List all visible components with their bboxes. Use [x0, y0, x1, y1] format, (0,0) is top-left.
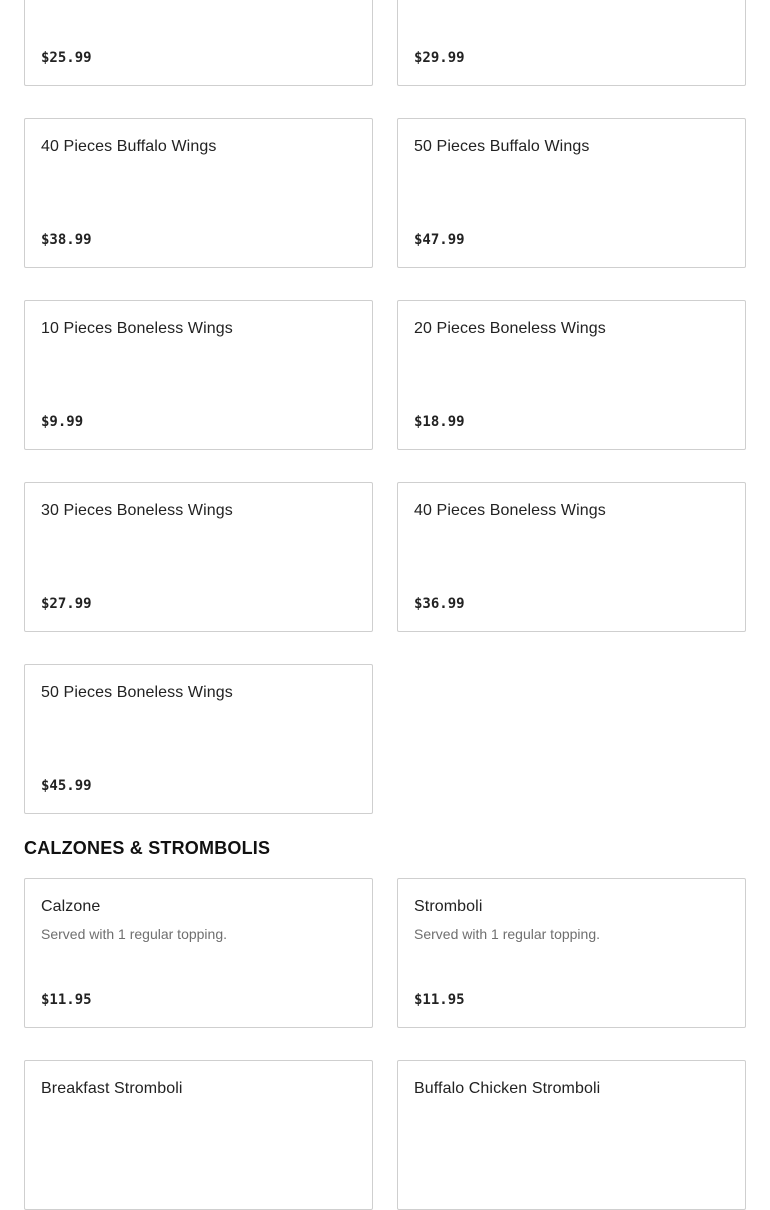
menu-item-price: $36.99 — [414, 596, 465, 612]
menu-item-card[interactable] — [397, 878, 746, 1028]
menu-item-price: $38.99 — [41, 232, 92, 248]
menu-item-name: Stromboli — [414, 898, 483, 915]
menu-item-price: $47.99 — [414, 232, 465, 248]
menu-item-name: Buffalo Chicken Stromboli — [414, 1080, 601, 1097]
menu-item-card[interactable] — [24, 664, 373, 814]
menu-item-price: $45.99 — [41, 778, 92, 794]
menu-item-price: $11.95 — [414, 992, 465, 1008]
menu-item-price: $27.99 — [41, 596, 92, 612]
menu-item-price: $9.99 — [41, 414, 84, 430]
menu-item-card[interactable] — [397, 118, 746, 268]
menu-item-name: 40 Pieces Boneless Wings — [414, 502, 606, 519]
menu-item-price: $29.99 — [414, 50, 465, 66]
menu-item-description: Served with 1 regular topping. — [41, 926, 227, 942]
menu-item-name: 50 Pieces Boneless Wings — [41, 684, 233, 701]
menu-item-card[interactable] — [397, 300, 746, 450]
menu-item-card[interactable] — [24, 0, 373, 86]
menu-item-name: 10 Pieces Boneless Wings — [41, 320, 233, 337]
menu-item-name: 50 Pieces Buffalo Wings — [414, 138, 590, 155]
menu-item-name: 40 Pieces Buffalo Wings — [41, 138, 217, 155]
menu-item-name: 20 Pieces Boneless Wings — [414, 320, 606, 337]
menu-item-card[interactable] — [24, 482, 373, 632]
menu-item-card[interactable] — [24, 300, 373, 450]
menu-item-name: 30 Pieces Boneless Wings — [41, 502, 233, 519]
menu-item-description: Served with 1 regular topping. — [414, 926, 600, 942]
menu-item-card[interactable] — [24, 118, 373, 268]
menu-item-card[interactable] — [24, 1060, 373, 1210]
menu-item-name: Breakfast Stromboli — [41, 1080, 183, 1097]
menu-item-card[interactable] — [24, 878, 373, 1028]
menu-item-price: $18.99 — [414, 414, 465, 430]
menu-item-name: Calzone — [41, 898, 101, 915]
menu-item-price: $25.99 — [41, 50, 92, 66]
menu-item-card[interactable] — [397, 0, 746, 86]
menu-item-card[interactable] — [397, 482, 746, 632]
section-title: CALZONES & STROMBOLIS — [24, 838, 271, 858]
menu-item-card[interactable] — [397, 1060, 746, 1210]
menu-item-price: $11.95 — [41, 992, 92, 1008]
